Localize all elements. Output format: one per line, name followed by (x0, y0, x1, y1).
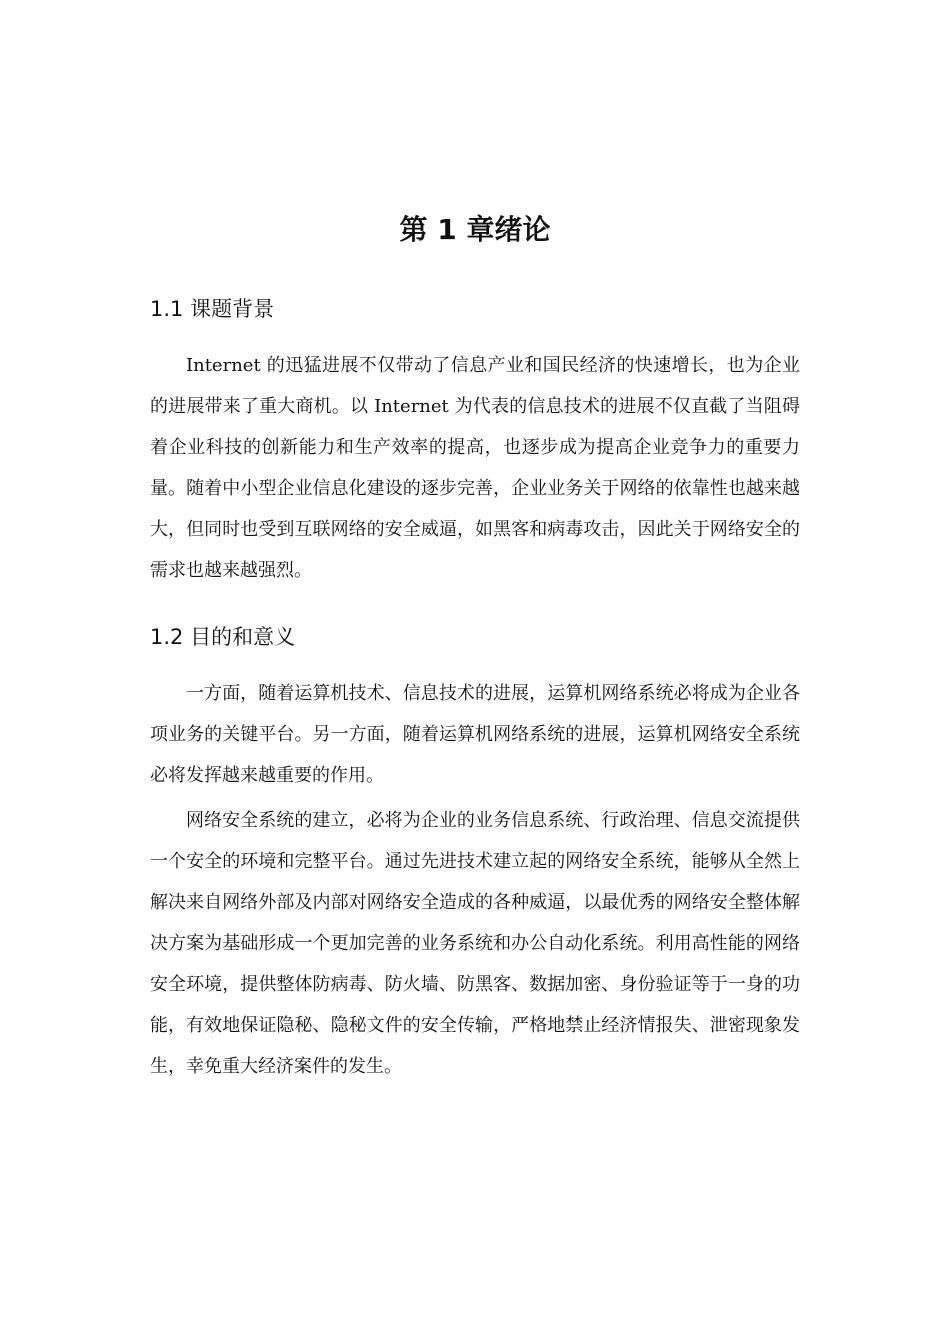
paragraph-purpose-1: 一方面，随着运算机技术、信息技术的进展，运算机网络系统必将成为企业各项业务的关键平台。另一方面，随着运算机网络系统的进展，运算机网络安全系统必将发挥越来越重要的作用。 (150, 683, 800, 786)
section-heading-1-2: 1.2 目的和意义 (150, 625, 296, 649)
paragraph-background: Internet 的迅猛进展不仅带动了信息产业和国民经济的快速增长，也为企业的进展带来了重大商机。以 Internet 为代表的信息技术的进展不仅直截了当阻碍着企业科技的创新能力和生产效率的提高，也逐步成为提高企业竞争力的重要力量。随着中小型企业信息化建设的逐步完善，企业业务关于网络的依靠性也越来越大，但同时也受到互联网络的安全威逼，如黑客和病毒攻击，因此关于网络安全的需求也越来越强烈。 (150, 355, 800, 581)
section-heading-1-1: 1.1 课题背景 (150, 297, 275, 321)
chapter-title: 第 1 章绪论 (399, 213, 551, 246)
paragraph-purpose-2: 网络安全系统的建立，必将为企业的业务信息系统、行政治理、信息交流提供一个安全的环境和完整平台。通过先进技术建立起的网络安全系统，能够从全然上解决来自网络外部及内部对网络安全造成的各种威逼，以最优秀的网络安全整体解决方案为基础形成一个更加完善的业务系统和办公自动化系统。利用高性能的网络安全环境，提供整体防病毒、防火墙、防黑客、数据加密、身份验证等于一身的功能，有效地保证隐秘、隐秘文件的安全传输，严格地禁止经济情报失、泄密现象发生，幸免重大经济案件的发生。 (150, 810, 800, 1077)
